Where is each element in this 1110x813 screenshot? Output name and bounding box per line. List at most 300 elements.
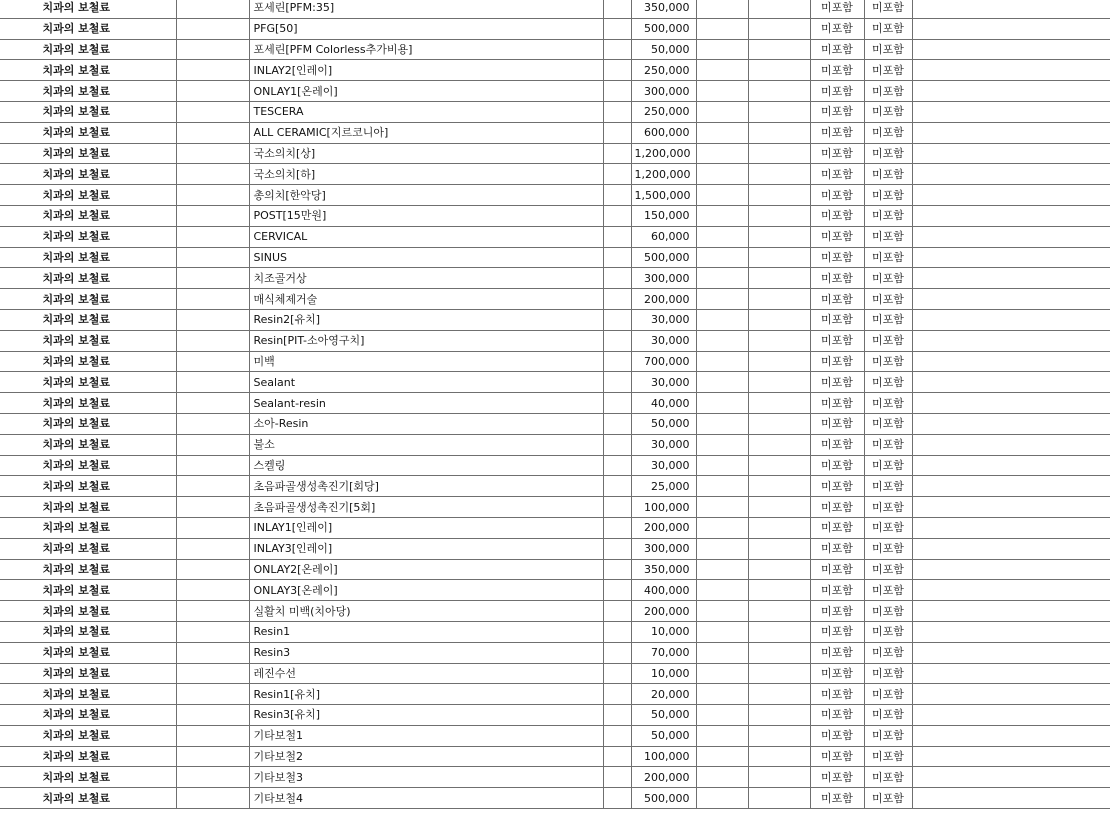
empty-cell: [176, 455, 249, 476]
price-cell: 1,200,000: [631, 164, 696, 185]
coverage-cell-2: 미포함: [864, 18, 912, 39]
coverage-cell-1: 미포함: [810, 767, 864, 788]
empty-cell: [696, 330, 748, 351]
item-name-cell: 불소: [249, 434, 603, 455]
empty-cell: [603, 309, 631, 330]
category-label: 치과의 보철료: [42, 63, 111, 77]
empty-cell: [696, 621, 748, 642]
table-row: [0, 0, 1110, 18]
empty-cell: [912, 413, 1110, 434]
coverage-cell-1: 미포함: [810, 393, 864, 414]
empty-cell: [748, 18, 810, 39]
empty-cell: [176, 663, 249, 684]
price-cell: 200,000: [631, 289, 696, 310]
category-label: 치과의 보철료: [42, 105, 111, 119]
empty-cell: [176, 372, 249, 393]
empty-cell: [696, 309, 748, 330]
price-cell: 30,000: [631, 434, 696, 455]
empty-cell: [176, 476, 249, 497]
empty-cell: [912, 122, 1110, 143]
coverage-cell-1: 미포함: [810, 517, 864, 538]
empty-cell: [696, 351, 748, 372]
item-name-cell: INLAY2[인레이]: [249, 60, 603, 81]
category-cell: [0, 0, 176, 18]
coverage-cell-1: 미포함: [810, 663, 864, 684]
category-label: 치과의 보철료: [42, 375, 111, 389]
coverage-cell-2: 미포함: [864, 164, 912, 185]
category-label: 치과의 보철료: [42, 708, 111, 722]
empty-cell: [696, 746, 748, 767]
category-label: 치과의 보철료: [42, 209, 111, 223]
item-name-cell: Sealant: [249, 372, 603, 393]
coverage-cell-2: 미포함: [864, 705, 912, 726]
empty-cell: [748, 663, 810, 684]
empty-cell: [176, 746, 249, 767]
empty-cell: [696, 247, 748, 268]
empty-cell: [603, 413, 631, 434]
empty-cell: [176, 684, 249, 705]
table-row: [0, 476, 1110, 497]
empty-cell: [176, 580, 249, 601]
empty-cell: [176, 705, 249, 726]
category-cell: [0, 413, 176, 434]
category-label: 치과의 보철료: [42, 188, 111, 202]
price-cell: 350,000: [631, 559, 696, 580]
empty-cell: [603, 559, 631, 580]
empty-cell: [696, 725, 748, 746]
empty-cell: [603, 746, 631, 767]
empty-cell: [696, 497, 748, 518]
table-row: [0, 746, 1110, 767]
item-name-cell: 포세린[PFM Colorless추가비용]: [249, 39, 603, 60]
empty-cell: [603, 330, 631, 351]
category-label: 치과의 보철료: [42, 438, 111, 452]
category-cell: [0, 330, 176, 351]
empty-cell: [696, 164, 748, 185]
empty-cell: [748, 0, 810, 18]
empty-cell: [748, 538, 810, 559]
table-row: [0, 309, 1110, 330]
empty-cell: [912, 767, 1110, 788]
coverage-cell-1: 미포함: [810, 351, 864, 372]
category-label: 치과의 보철료: [42, 396, 111, 410]
empty-cell: [603, 434, 631, 455]
coverage-cell-2: 미포함: [864, 580, 912, 601]
coverage-cell-2: 미포함: [864, 81, 912, 102]
empty-cell: [748, 642, 810, 663]
category-label: 치과의 보철료: [42, 562, 111, 576]
empty-cell: [748, 143, 810, 164]
category-label: 치과의 보철료: [42, 313, 111, 327]
category-label: 치과의 보철료: [42, 417, 111, 431]
coverage-cell-1: 미포함: [810, 185, 864, 206]
table-row: [0, 538, 1110, 559]
coverage-cell-1: 미포함: [810, 18, 864, 39]
item-name-cell: Resin3: [249, 642, 603, 663]
coverage-cell-2: 미포함: [864, 122, 912, 143]
coverage-cell-2: 미포함: [864, 101, 912, 122]
coverage-cell-2: 미포함: [864, 455, 912, 476]
item-name-cell: 치조골거상: [249, 268, 603, 289]
category-cell: [0, 725, 176, 746]
price-cell: 60,000: [631, 226, 696, 247]
price-cell: 500,000: [631, 18, 696, 39]
empty-cell: [603, 247, 631, 268]
table-row: [0, 81, 1110, 102]
table-row: [0, 559, 1110, 580]
empty-cell: [603, 143, 631, 164]
coverage-cell-1: 미포함: [810, 601, 864, 622]
empty-cell: [603, 538, 631, 559]
empty-cell: [912, 101, 1110, 122]
item-name-cell: 실활치 미백(치아당): [249, 601, 603, 622]
empty-cell: [748, 559, 810, 580]
table-row: [0, 497, 1110, 518]
coverage-cell-1: 미포함: [810, 455, 864, 476]
category-label: 치과의 보철료: [42, 458, 111, 472]
empty-cell: [748, 746, 810, 767]
empty-cell: [748, 580, 810, 601]
coverage-cell-2: 미포함: [864, 330, 912, 351]
category-cell: [0, 205, 176, 226]
empty-cell: [696, 372, 748, 393]
coverage-cell-1: 미포함: [810, 101, 864, 122]
empty-cell: [603, 476, 631, 497]
empty-cell: [912, 81, 1110, 102]
empty-cell: [696, 580, 748, 601]
coverage-cell-1: 미포함: [810, 684, 864, 705]
empty-cell: [603, 60, 631, 81]
item-name-cell: Resin2[유치]: [249, 309, 603, 330]
empty-cell: [603, 580, 631, 601]
empty-cell: [176, 413, 249, 434]
empty-cell: [176, 268, 249, 289]
price-cell: 30,000: [631, 309, 696, 330]
coverage-cell-1: 미포함: [810, 268, 864, 289]
coverage-cell-2: 미포함: [864, 226, 912, 247]
empty-cell: [696, 767, 748, 788]
empty-cell: [748, 122, 810, 143]
item-name-cell: PFG[50]: [249, 18, 603, 39]
coverage-cell-1: 미포함: [810, 122, 864, 143]
item-name-cell: Sealant-resin: [249, 393, 603, 414]
empty-cell: [912, 497, 1110, 518]
empty-cell: [696, 538, 748, 559]
empty-cell: [603, 185, 631, 206]
category-cell: [0, 289, 176, 310]
item-name-cell: 초음파골생성촉진기[5회]: [249, 497, 603, 518]
empty-cell: [696, 684, 748, 705]
category-label: 치과의 보철료: [42, 1, 111, 15]
table-row: [0, 725, 1110, 746]
empty-cell: [696, 185, 748, 206]
category-cell: [0, 601, 176, 622]
empty-cell: [912, 455, 1110, 476]
empty-cell: [696, 559, 748, 580]
empty-cell: [176, 247, 249, 268]
coverage-cell-1: 미포함: [810, 372, 864, 393]
coverage-cell-1: 미포함: [810, 309, 864, 330]
coverage-cell-1: 미포함: [810, 538, 864, 559]
empty-cell: [603, 39, 631, 60]
empty-cell: [748, 517, 810, 538]
empty-cell: [748, 601, 810, 622]
coverage-cell-1: 미포함: [810, 164, 864, 185]
empty-cell: [696, 393, 748, 414]
item-name-cell: 포세린[PFM:35]: [249, 0, 603, 18]
empty-cell: [748, 60, 810, 81]
table-row: [0, 247, 1110, 268]
table-row: [0, 684, 1110, 705]
table-row: [0, 289, 1110, 310]
item-name-cell: ONLAY1[온레이]: [249, 81, 603, 102]
item-name-cell: Resin3[유치]: [249, 705, 603, 726]
price-cell: 400,000: [631, 580, 696, 601]
category-label: 치과의 보철료: [42, 729, 111, 743]
table-row: [0, 268, 1110, 289]
empty-cell: [912, 476, 1110, 497]
empty-cell: [912, 372, 1110, 393]
empty-cell: [176, 393, 249, 414]
coverage-cell-1: 미포함: [810, 226, 864, 247]
category-cell: [0, 746, 176, 767]
empty-cell: [748, 289, 810, 310]
empty-cell: [912, 309, 1110, 330]
empty-cell: [176, 497, 249, 518]
empty-cell: [748, 81, 810, 102]
empty-cell: [912, 538, 1110, 559]
coverage-cell-1: 미포함: [810, 413, 864, 434]
category-label: 치과의 보철료: [42, 250, 111, 264]
empty-cell: [912, 434, 1110, 455]
empty-cell: [176, 101, 249, 122]
category-cell: [0, 705, 176, 726]
coverage-cell-1: 미포함: [810, 476, 864, 497]
category-cell: [0, 580, 176, 601]
empty-cell: [748, 101, 810, 122]
table-row: [0, 705, 1110, 726]
item-name-cell: ONLAY3[온레이]: [249, 580, 603, 601]
empty-cell: [912, 746, 1110, 767]
empty-cell: [176, 788, 249, 809]
empty-cell: [176, 81, 249, 102]
table-row: [0, 39, 1110, 60]
category-label: 치과의 보철료: [42, 167, 111, 181]
price-cell: 10,000: [631, 663, 696, 684]
price-cell: 20,000: [631, 684, 696, 705]
coverage-cell-2: 미포함: [864, 185, 912, 206]
coverage-cell-2: 미포함: [864, 767, 912, 788]
category-cell: [0, 767, 176, 788]
item-name-cell: 국소의치[상]: [249, 143, 603, 164]
price-cell: 50,000: [631, 705, 696, 726]
coverage-cell-1: 미포함: [810, 642, 864, 663]
table-row: [0, 351, 1110, 372]
coverage-cell-2: 미포함: [864, 393, 912, 414]
price-cell: 25,000: [631, 476, 696, 497]
empty-cell: [748, 621, 810, 642]
category-label: 치과의 보철료: [42, 42, 111, 56]
empty-cell: [748, 767, 810, 788]
item-name-cell: INLAY1[인레이]: [249, 517, 603, 538]
category-cell: [0, 684, 176, 705]
item-name-cell: 초음파골생성촉진기[회당]: [249, 476, 603, 497]
coverage-cell-2: 미포함: [864, 601, 912, 622]
empty-cell: [912, 725, 1110, 746]
category-cell: [0, 81, 176, 102]
empty-cell: [176, 205, 249, 226]
empty-cell: [912, 580, 1110, 601]
category-cell: [0, 642, 176, 663]
category-cell: [0, 434, 176, 455]
item-name-cell: Resin[PIT-소아영구치]: [249, 330, 603, 351]
empty-cell: [603, 642, 631, 663]
price-cell: 1,200,000: [631, 143, 696, 164]
empty-cell: [912, 226, 1110, 247]
table-row: [0, 143, 1110, 164]
item-name-cell: 총의치[한악당]: [249, 185, 603, 206]
price-cell: 250,000: [631, 101, 696, 122]
table-row: [0, 517, 1110, 538]
coverage-cell-2: 미포함: [864, 684, 912, 705]
empty-cell: [603, 725, 631, 746]
empty-cell: [912, 642, 1110, 663]
empty-cell: [912, 164, 1110, 185]
coverage-cell-2: 미포함: [864, 746, 912, 767]
empty-cell: [603, 601, 631, 622]
category-label: 치과의 보철료: [42, 770, 111, 784]
coverage-cell-2: 미포함: [864, 60, 912, 81]
empty-cell: [603, 705, 631, 726]
empty-cell: [748, 268, 810, 289]
coverage-cell-1: 미포함: [810, 434, 864, 455]
coverage-cell-1: 미포함: [810, 205, 864, 226]
empty-cell: [603, 663, 631, 684]
empty-cell: [696, 642, 748, 663]
coverage-cell-1: 미포함: [810, 705, 864, 726]
empty-cell: [603, 164, 631, 185]
coverage-cell-2: 미포함: [864, 497, 912, 518]
coverage-cell-2: 미포함: [864, 621, 912, 642]
category-cell: [0, 351, 176, 372]
empty-cell: [603, 393, 631, 414]
price-cell: 250,000: [631, 60, 696, 81]
empty-cell: [696, 101, 748, 122]
item-name-cell: TESCERA: [249, 101, 603, 122]
empty-cell: [748, 434, 810, 455]
coverage-cell-1: 미포함: [810, 559, 864, 580]
empty-cell: [912, 330, 1110, 351]
category-label: 치과의 보철료: [42, 479, 111, 493]
empty-cell: [696, 60, 748, 81]
empty-cell: [912, 559, 1110, 580]
coverage-cell-1: 미포함: [810, 39, 864, 60]
coverage-cell-2: 미포함: [864, 642, 912, 663]
empty-cell: [696, 517, 748, 538]
empty-cell: [748, 226, 810, 247]
category-cell: [0, 788, 176, 809]
category-cell: [0, 18, 176, 39]
empty-cell: [748, 705, 810, 726]
coverage-cell-2: 미포함: [864, 559, 912, 580]
category-label: 치과의 보철료: [42, 791, 111, 805]
empty-cell: [176, 517, 249, 538]
price-cell: 300,000: [631, 81, 696, 102]
category-label: 치과의 보철료: [42, 230, 111, 244]
price-cell: 50,000: [631, 39, 696, 60]
coverage-cell-1: 미포함: [810, 330, 864, 351]
empty-cell: [696, 289, 748, 310]
category-cell: [0, 164, 176, 185]
empty-cell: [912, 663, 1110, 684]
price-cell: 200,000: [631, 767, 696, 788]
category-label: 치과의 보철료: [42, 750, 111, 764]
table-row: [0, 413, 1110, 434]
coverage-cell-1: 미포함: [810, 725, 864, 746]
empty-cell: [176, 538, 249, 559]
item-name-cell: INLAY3[인레이]: [249, 538, 603, 559]
item-name-cell: 기타보철4: [249, 788, 603, 809]
empty-cell: [748, 393, 810, 414]
empty-cell: [912, 18, 1110, 39]
category-cell: [0, 372, 176, 393]
empty-cell: [696, 122, 748, 143]
category-cell: [0, 393, 176, 414]
empty-cell: [176, 725, 249, 746]
table-row: [0, 580, 1110, 601]
category-label: 치과의 보철료: [42, 500, 111, 514]
empty-cell: [912, 268, 1110, 289]
empty-cell: [748, 205, 810, 226]
price-cell: 700,000: [631, 351, 696, 372]
item-name-cell: 스켈링: [249, 455, 603, 476]
price-cell: 50,000: [631, 725, 696, 746]
empty-cell: [912, 289, 1110, 310]
empty-cell: [696, 18, 748, 39]
coverage-cell-1: 미포함: [810, 289, 864, 310]
empty-cell: [603, 684, 631, 705]
category-cell: [0, 559, 176, 580]
empty-cell: [912, 143, 1110, 164]
empty-cell: [603, 517, 631, 538]
empty-cell: [912, 621, 1110, 642]
category-label: 치과의 보철료: [42, 334, 111, 348]
coverage-cell-2: 미포함: [864, 0, 912, 18]
empty-cell: [603, 621, 631, 642]
empty-cell: [696, 788, 748, 809]
price-cell: 500,000: [631, 788, 696, 809]
table-row: [0, 621, 1110, 642]
category-label: 치과의 보철료: [42, 687, 111, 701]
empty-cell: [748, 309, 810, 330]
price-cell: 30,000: [631, 372, 696, 393]
empty-cell: [748, 476, 810, 497]
category-cell: [0, 309, 176, 330]
empty-cell: [912, 205, 1110, 226]
empty-cell: [696, 143, 748, 164]
coverage-cell-2: 미포함: [864, 476, 912, 497]
empty-cell: [696, 81, 748, 102]
empty-cell: [696, 268, 748, 289]
empty-cell: [748, 330, 810, 351]
coverage-cell-2: 미포함: [864, 372, 912, 393]
price-cell: 300,000: [631, 538, 696, 559]
empty-cell: [603, 0, 631, 18]
table-row: [0, 185, 1110, 206]
empty-cell: [912, 788, 1110, 809]
item-name-cell: Resin1: [249, 621, 603, 642]
coverage-cell-2: 미포함: [864, 725, 912, 746]
